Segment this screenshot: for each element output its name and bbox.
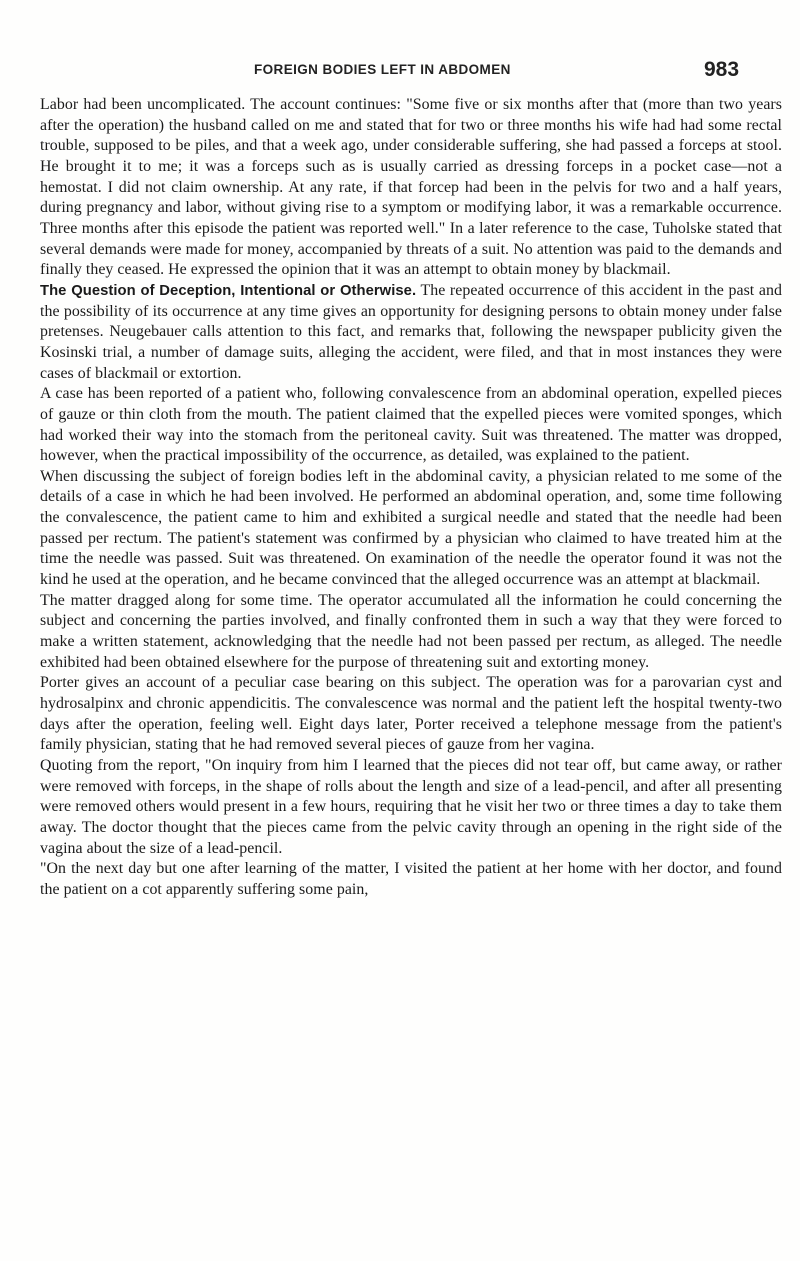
section-heading: The Question of Deception, Intentional or Otherwise. bbox=[40, 282, 417, 299]
paragraph: Porter gives an account of a peculiar case bearing on this subject. The operation was for a parovarian cyst and hydrosalpinx and chronic appendicitis. The convalescence was normal and the patient left the hospital twenty-two days after the operation, feeling well. Eight days later, Porter received a telephone message from the patient's family physician, stating that he had removed several pieces of gauze from her vagina. bbox=[40, 674, 782, 754]
paragraph-text: The repeated occurrence of this accident in the past and the possibility of its occurrence at any time gives an opportunity for designing persons to obtain money under false pretenses. Neugebauer calls attention to this fact, and remarks that, following the newspaper publicity given the Kosinski trial, a number of damage suits, alleging the accident, were filed, and that in most instances they were cases of blackmail or extortion. bbox=[40, 281, 782, 382]
page-number: 983 bbox=[704, 58, 740, 81]
paragraph: Labor had been uncomplicated. The account continues: "Some five or six months after that (more than two years after the operation) the husband called on me and stated that for two or three months his wife had had some rectal trouble, supposed to be piles, and that a week ago, under considerable suffering, she had passed a forceps at stool. He brought it to me; it was a forceps such as is usually carried as dressing forceps in a pocket case—not a hemostat. I did not claim ownership. At any rate, if that forcep had been in the pelvis for two and a half years, during pregnancy and labor, without giving rise to a symptom or modifying labor, it was a remarkable occurrence. Three months after this episode the patient was reported well." In a later reference to the case, Tuholske stated that several demands were made for money, accompanied by threats of a suit. No attention was paid to the demands and finally they ceased. He expressed the opinion that it was an attempt to obtain money by blackmail. bbox=[40, 96, 782, 279]
paragraph: When discussing the subject of foreign bodies left in the abdominal cavity, a physician related to me some of the details of a case in which he had been involved. He performed an abdominal operation, and, some time following the convalescence, the patient came to him and exhibited a surgical needle and stated that the needle had been passed per rectum. The patient's statement was confirmed by a physician who claimed to have treated him at the time the needle was passed. Suit was threatened. On examination of the needle the operator found it was not the kind he used at the operation, and he became convinced that the alleged occurrence was an attempt at blackmail. bbox=[40, 467, 782, 589]
running-title: FOREIGN BODIES LEFT IN ABDOMEN bbox=[254, 62, 511, 77]
paragraph: A case has been reported of a patient who, following convalescence from an abdominal operation, expelled pieces of gauze or thin cloth from the mouth. The patient claimed that the expelled pieces were vomited sponges, which had worked their way into the stomach from the peritoneal cavity. Suit was threatened. The matter was dropped, however, when the practical impossibility of the occurrence, as detailed, was explained to the patient. bbox=[40, 385, 782, 465]
paragraph: The matter dragged along for some time. The operator accumulated all the information he could concerning the subject and concerning the parties involved, and finally confronted them in such a way that they were forced to make a written statement, acknowledging that the needle had not been passed per rectum, as alleged. The needle exhibited had been obtained elsewhere for the purpose of threatening suit and extorting money. bbox=[40, 591, 782, 671]
page-header bbox=[0, 58, 800, 88]
paragraph bbox=[40, 281, 782, 384]
paragraph: "On the next day but one after learning of the matter, I visited the patient at her home with her doctor, and found the patient on a cot apparently suffering some pain, bbox=[40, 860, 782, 898]
paragraph: Quoting from the report, "On inquiry from him I learned that the pieces did not tear off, but came away, or rather were removed with forceps, in the shape of rolls about the length and size of a lead-pencil, and after all presenting were removed others would present in a few hours, requiring that he visit her two or three times a day to take them away. The doctor thought that the pieces came from the pelvic cavity through an opening in the right side of the vagina about the size of a lead-pencil. bbox=[40, 757, 782, 857]
body-text bbox=[40, 95, 782, 901]
